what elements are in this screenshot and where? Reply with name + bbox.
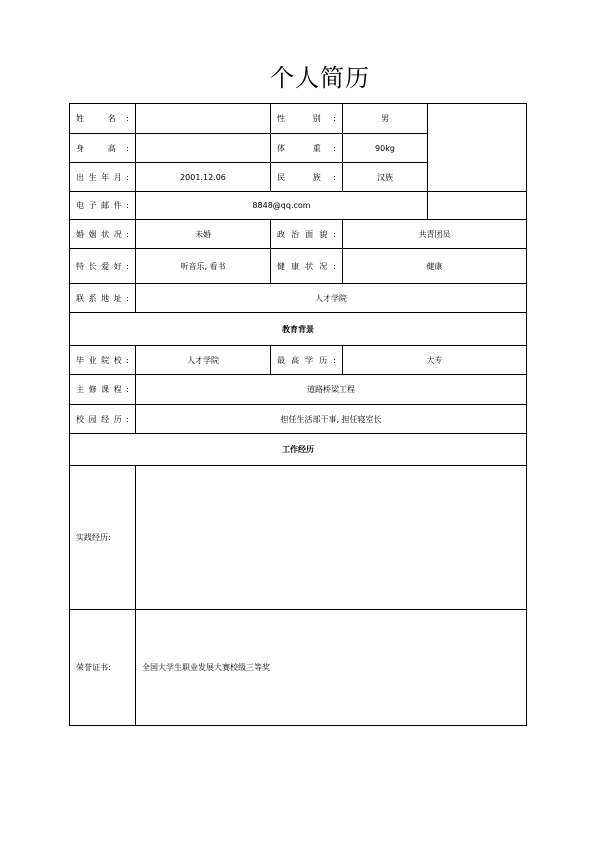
political-value[interactable]: 共青团员	[343, 220, 527, 249]
height-label: 身 高:	[70, 134, 136, 163]
marital-label: 婚姻状况:	[70, 220, 136, 249]
resume-table	[69, 103, 527, 726]
campus-label: 校园经历:	[70, 405, 136, 434]
table-row	[70, 220, 527, 249]
table-row	[70, 192, 527, 220]
table-row	[70, 284, 527, 313]
gender-value[interactable]: 男	[343, 104, 428, 134]
campus-value[interactable]: 担任生活部干事, 担任寝室长	[136, 405, 527, 434]
address-value[interactable]: 人才学院	[136, 284, 527, 313]
weight-label: 体 重:	[271, 134, 343, 163]
honor-label: 荣誉证书:	[70, 610, 136, 726]
ethnicity-value[interactable]: 汉族	[343, 163, 428, 192]
email-label: 电子邮件:	[70, 192, 136, 220]
name-value[interactable]	[136, 104, 271, 134]
address-label: 联系地址:	[70, 284, 136, 313]
work-heading: 工作经历	[70, 434, 527, 466]
hobby-label: 特长爱好:	[70, 249, 136, 284]
table-row	[70, 313, 527, 346]
name-label: 姓 名:	[70, 104, 136, 134]
practice-value[interactable]	[136, 466, 527, 610]
page-title: 个人简历	[270, 64, 370, 92]
birth-label: 出生年月:	[70, 163, 136, 192]
ethnicity-label: 民 族:	[271, 163, 343, 192]
table-row	[70, 346, 527, 375]
gender-label: 性 别:	[271, 104, 343, 134]
email-value[interactable]: 8848@qq.com	[136, 192, 428, 220]
table-row	[70, 466, 527, 610]
honor-value[interactable]: 全国大学生职业发展大赛校级三等奖	[136, 610, 527, 726]
degree-value[interactable]: 大专	[343, 346, 527, 375]
table-row	[70, 434, 527, 466]
school-label: 毕业院校:	[70, 346, 136, 375]
school-value[interactable]: 人才学院	[136, 346, 271, 375]
practice-label: 实践经历:	[70, 466, 136, 610]
education-heading: 教育背景	[70, 313, 527, 346]
photo-area[interactable]	[428, 104, 527, 192]
photo-area-end	[428, 192, 527, 220]
birth-value[interactable]: 2001.12.06	[136, 163, 271, 192]
marital-value[interactable]: 未婚	[136, 220, 271, 249]
health-value[interactable]: 健康	[343, 249, 527, 284]
major-value[interactable]: 道路桥梁工程	[136, 375, 527, 405]
major-label: 主修课程:	[70, 375, 136, 405]
political-label: 政治面貌:	[271, 220, 343, 249]
table-row	[70, 375, 527, 405]
table-row	[70, 249, 527, 284]
table-row	[70, 610, 527, 726]
hobby-value[interactable]: 听音乐, 看书	[136, 249, 271, 284]
table-row	[70, 104, 527, 134]
degree-label: 最高学历:	[271, 346, 343, 375]
table-row	[70, 405, 527, 434]
height-value[interactable]	[136, 134, 271, 163]
weight-value[interactable]: 90kg	[343, 134, 428, 163]
health-label: 健康状况:	[271, 249, 343, 284]
